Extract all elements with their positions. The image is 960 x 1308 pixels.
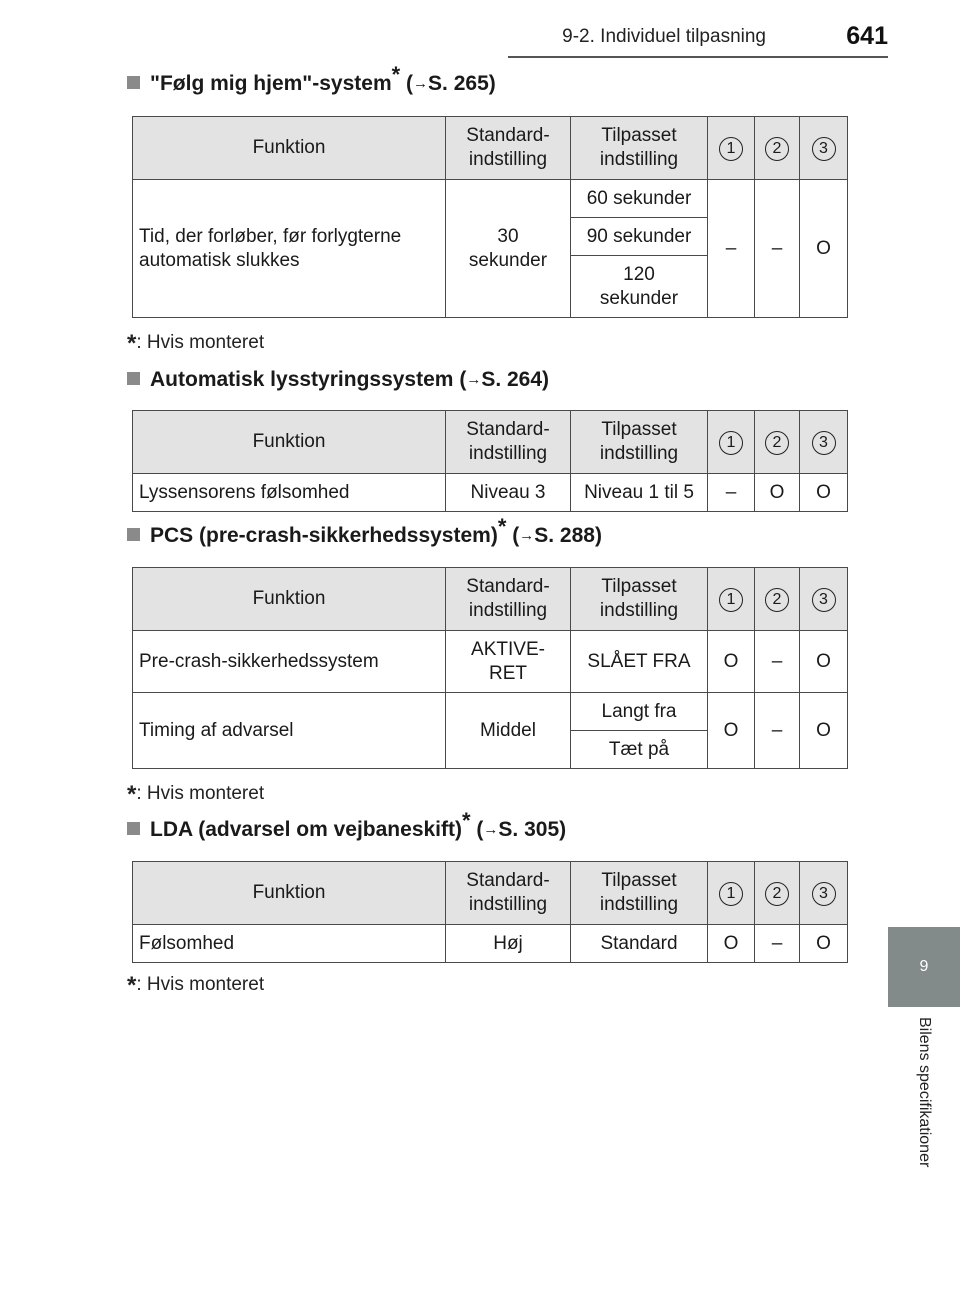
header-custom: Tilpasset indstilling	[571, 117, 708, 180]
table-header-row	[133, 117, 848, 180]
header-function: Funktion	[133, 862, 446, 925]
footnote: *: Hvis monteret	[127, 972, 265, 999]
section-title-auto-light-control: Automatisk lysstyringssystem (→S. 264)	[127, 368, 549, 392]
table-header-row	[133, 411, 848, 474]
default-cell: Niveau 3	[446, 474, 571, 512]
option-cell: Standard	[571, 925, 708, 963]
default-cell: 30 sekunder	[446, 180, 571, 318]
col1-cell: –	[708, 180, 755, 318]
circle-1-icon: 1	[719, 431, 743, 455]
arrow-right-icon: →	[413, 75, 429, 92]
default-cell: Middel	[446, 693, 571, 769]
col1-cell: O	[708, 693, 755, 769]
default-cell: AKTIVE- RET	[446, 631, 571, 693]
circle-2-icon: 2	[765, 882, 789, 906]
option-cell: 60 sekunder	[571, 180, 708, 218]
table-auto-light-control	[132, 410, 848, 512]
option-cell: 90 sekunder	[571, 218, 708, 256]
col3-cell: O	[800, 693, 848, 769]
table-row	[133, 180, 848, 218]
arrow-right-icon: →	[466, 371, 482, 388]
header-default: Standard- indstilling	[446, 117, 571, 180]
circle-1-icon: 1	[719, 588, 743, 612]
header-function: Funktion	[133, 411, 446, 474]
circle-2-icon: 2	[765, 588, 789, 612]
table-pcs	[132, 567, 848, 769]
page-reference-link[interactable]: S. 264)	[481, 368, 550, 391]
asterisk-mark: *	[497, 514, 507, 539]
footnote: *: Hvis monteret	[127, 330, 265, 357]
header-default: Standard- indstilling	[446, 568, 571, 631]
table-follow-me-home	[132, 116, 848, 318]
page-reference-link[interactable]: S. 288)	[534, 524, 602, 547]
asterisk-mark: *	[391, 62, 401, 87]
chapter-tab	[888, 927, 960, 1007]
page-reference-link[interactable]: S. 265)	[428, 72, 496, 95]
function-cell: Tid, der forløber, før forlygterne automatisk slukkes	[133, 180, 446, 318]
option-cell: Langt fra	[571, 693, 708, 731]
square-bullet-icon	[127, 528, 140, 541]
function-cell: Pre-crash-sikkerhedssystem	[133, 631, 446, 693]
col3-cell: O	[800, 925, 848, 963]
header-default: Standard- indstilling	[446, 862, 571, 925]
table-header-row	[133, 568, 848, 631]
circle-3-icon: 3	[812, 431, 836, 455]
col2-cell: –	[755, 925, 800, 963]
col2-cell: –	[755, 180, 800, 318]
header-function: Funktion	[133, 117, 446, 180]
asterisk-mark: *	[127, 330, 137, 357]
arrow-right-icon: →	[483, 821, 499, 838]
circle-2-icon: 2	[765, 137, 789, 161]
table-row	[133, 925, 848, 963]
chapter-number: 9	[919, 958, 929, 975]
header-function: Funktion	[133, 568, 446, 631]
col1-cell: –	[708, 474, 755, 512]
circle-1-icon: 1	[719, 882, 743, 906]
col3-cell: O	[800, 180, 848, 318]
col3-cell: O	[800, 474, 848, 512]
col1-cell: O	[708, 631, 755, 693]
section-title-pcs: PCS (pre-crash-sikkerhedssystem)* (→S. 288)	[127, 524, 602, 548]
circle-3-icon: 3	[812, 137, 836, 161]
table-row	[133, 693, 848, 731]
circle-1-icon: 1	[719, 137, 743, 161]
footnote: *: Hvis monteret	[127, 781, 265, 808]
option-cell: Niveau 1 til 5	[571, 474, 708, 512]
function-cell: Lyssensorens følsomhed	[133, 474, 446, 512]
page-reference-link[interactable]: S. 305)	[498, 818, 567, 841]
table-row	[133, 474, 848, 512]
chapter-side-label	[888, 1007, 960, 1227]
header-custom: Tilpasset indstilling	[571, 411, 708, 474]
header-default: Standard- indstilling	[446, 411, 571, 474]
circle-3-icon: 3	[812, 588, 836, 612]
square-bullet-icon	[127, 372, 140, 385]
asterisk-mark: *	[462, 808, 471, 833]
default-cell: Høj	[446, 925, 571, 963]
chapter-title: Bilens specifikationer	[916, 1017, 933, 1168]
square-bullet-icon	[127, 76, 140, 89]
header-custom: Tilpasset indstilling	[571, 862, 708, 925]
function-cell: Timing af advarsel	[133, 693, 446, 769]
option-cell: Tæt på	[571, 731, 708, 769]
section-title-follow-me-home: "Følg mig hjem"-system* (→S. 265)	[127, 72, 496, 96]
option-cell: 120 sekunder	[571, 256, 708, 318]
square-bullet-icon	[127, 822, 140, 835]
col3-cell: O	[800, 631, 848, 693]
table-header-row	[133, 862, 848, 925]
option-cell: SLÅET FRA	[571, 631, 708, 693]
asterisk-mark: *	[127, 781, 137, 808]
page-number: 641	[846, 22, 888, 50]
circle-3-icon: 3	[812, 882, 836, 906]
asterisk-mark: *	[127, 972, 137, 999]
function-cell: Følsomhed	[133, 925, 446, 963]
running-header-section: 9-2. Individuel tilpasning	[562, 26, 766, 47]
col1-cell: O	[708, 925, 755, 963]
table-row	[133, 631, 848, 693]
col2-cell: –	[755, 631, 800, 693]
section-title-lda: LDA (advarsel om vejbaneskift)* (→S. 305)	[127, 818, 566, 842]
arrow-right-icon: →	[519, 527, 535, 544]
col2-cell: O	[755, 474, 800, 512]
header-custom: Tilpasset indstilling	[571, 568, 708, 631]
header-rule	[508, 56, 888, 58]
circle-2-icon: 2	[765, 431, 789, 455]
table-lda	[132, 861, 848, 963]
col2-cell: –	[755, 693, 800, 769]
